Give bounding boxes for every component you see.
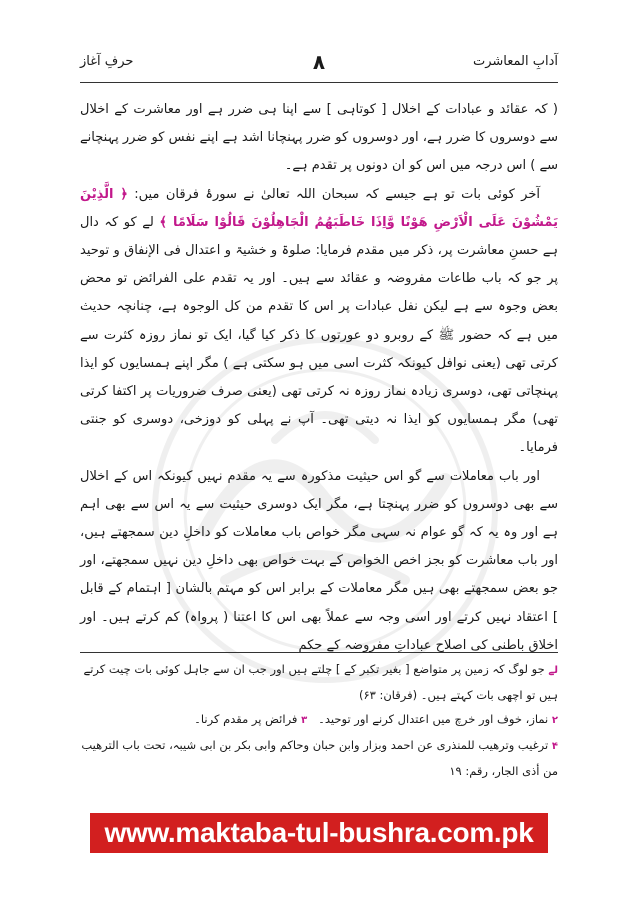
paragraph-2: آخر کوئی بات تو ہے جیسے کہ سبحان اللہ تعالیٰ نے سورۂ فرقان میں: ﴿ الَّذِيْنَ يَمْشُوْنَ عَلَى الْاَرْضِ هَوْنًا وَّاِذَا خَاطَبَهُمُ الْجَاهِلُوْنَ قَالُوْا سَلَامًا ﴾ لے کو کہ دال ہے حسنِ معاشرت پر، ذکر میں مقدم فرمایا: صلوۃ و خشیۃ و اعتدال فی الإنفاق و توحید پر جو کہ باب طاعات مفروضہ و عقائد سے ہیں۔ اور یہ تقدم علی الفرائض تو محض بعض وجوہ سے ہے لیکن نفل عبادات پر اس کا تقدم من کل الوجوہ ہے، چنانچہ حدیث میں ہے کہ حضور ﷺ کے روبرو دو عورتوں کا ذکر کیا گیا، ایک تو نماز روزہ کثرت سے کرتی تھی (یعنی نوافل کیونکہ کثرت اسی میں ہو سکتی ہے ) مگر اپنے ہمسایوں کو ایذا پہنچاتی تھی، دوسری زیادہ نماز روزہ نہ کرتی تھی (یعنی صرف ضروریات پر اکتفا کرتی تھی) مگر ہمسایوں کو ایذا نہ دیتی تھی۔ آپ نے پہلی کو دوزخی، دوسری کو جنتی فرمایا۔ [80,186,558,456]
chapter-title: حرفِ آغاز [80,54,134,69]
footnote-text: نماز، خوف اور خرچ میں اعتدال کرنے اور توحید۔ [318,712,549,726]
paragraph-1: ( کہ عقائد و عبادات کے اخلال [ کوتاہی ] سے اپنا ہی ضرر ہے اور معاشرت کے اخلال سے دوسروں کا ضرر ہے، اور دوسروں کو ضرر پہنچانا اشد ہے اپنے نفس کو ضرر پہنچانے سے ) اس درجہ میں اس کو ان دونوں پر تقدم ہے۔ [80,102,558,174]
footnote-mark: ۴ [551,741,558,752]
quran-verse: ﴿ الَّذِيْنَ يَمْشُوْنَ عَلَى الْاَرْضِ هَوْنًا وَّاِذَا خَاطَبَهُمُ الْجَاهِلُوْنَ قَالُوْا سَلَامًا ﴾ [80,186,558,230]
footnote-mark: لے [548,665,558,676]
footnote-text: فرائض پر مقدم کرنا۔ [194,712,298,726]
footnote-mark: ۲ [551,715,558,726]
footnote-2-3 [80,707,558,733]
footnote-divider [80,652,558,653]
footnote-text: جو لوگ کہ زمین پر متواضع [ بغیر تکبر کے ] چلتے ہیں اور جب ان سے جاہل کوئی بات چیت کرتے ہیں تو اچھی بات کہتے ہیں۔ (فرقان: ۶۳) [83,662,558,702]
website-banner[interactable]: www.maktaba-tul-bushra.com.pk [90,813,548,853]
footnote-1 [80,657,558,707]
page-header [80,50,558,82]
book-title: آدابِ المعاشرت [472,54,558,69]
main-text [80,96,558,660]
header-divider [80,82,558,83]
footnote-mark: ۳ [301,715,308,726]
footnote-4 [80,733,558,783]
page-number: ۸ [312,50,326,74]
footnote-text: ترغیب وترهیب للمنذری عن احمد وبزار وابن حبان وحاکم وابی بکر بن ابی شیبہ، تحت باب الترهیب من أذی الجار، رقم: ۱۹ [81,738,558,778]
paragraph-3: اور باب معاملات سے گو اس حیثیت مذکورہ سے یہ مقدم نہیں کیونکہ اس کے اخلال سے بھی دوسروں کو ضرر پہنچتا ہے، مگر ایک دوسری حیثیت سے یہ اس سے بھی اہم ہے اور وہ یہ کہ گو عوام نہ سہی مگر خواص باب معاملات کو داخلِ دین سمجھتے ہیں، اور باب معاشرت کو بجز اخص الخواص کے بہت خواص بھی داخلِ دین نہیں سمجھتے، اور جو بعض سمجھتے بھی ہیں مگر معاملات کے برابر اس کو مہتم بالشان [ اہتمام کے قابل ] اعتقاد نہیں کرتے اور اسی وجہ سے عملاً بھی اس کا اعتنا ( پرواہ) کم کرتے ہیں۔ اور اخلاق باطنی کی اصلاح عباداتِ مفروضہ کے حکم [80,468,558,653]
footnotes [80,657,558,783]
